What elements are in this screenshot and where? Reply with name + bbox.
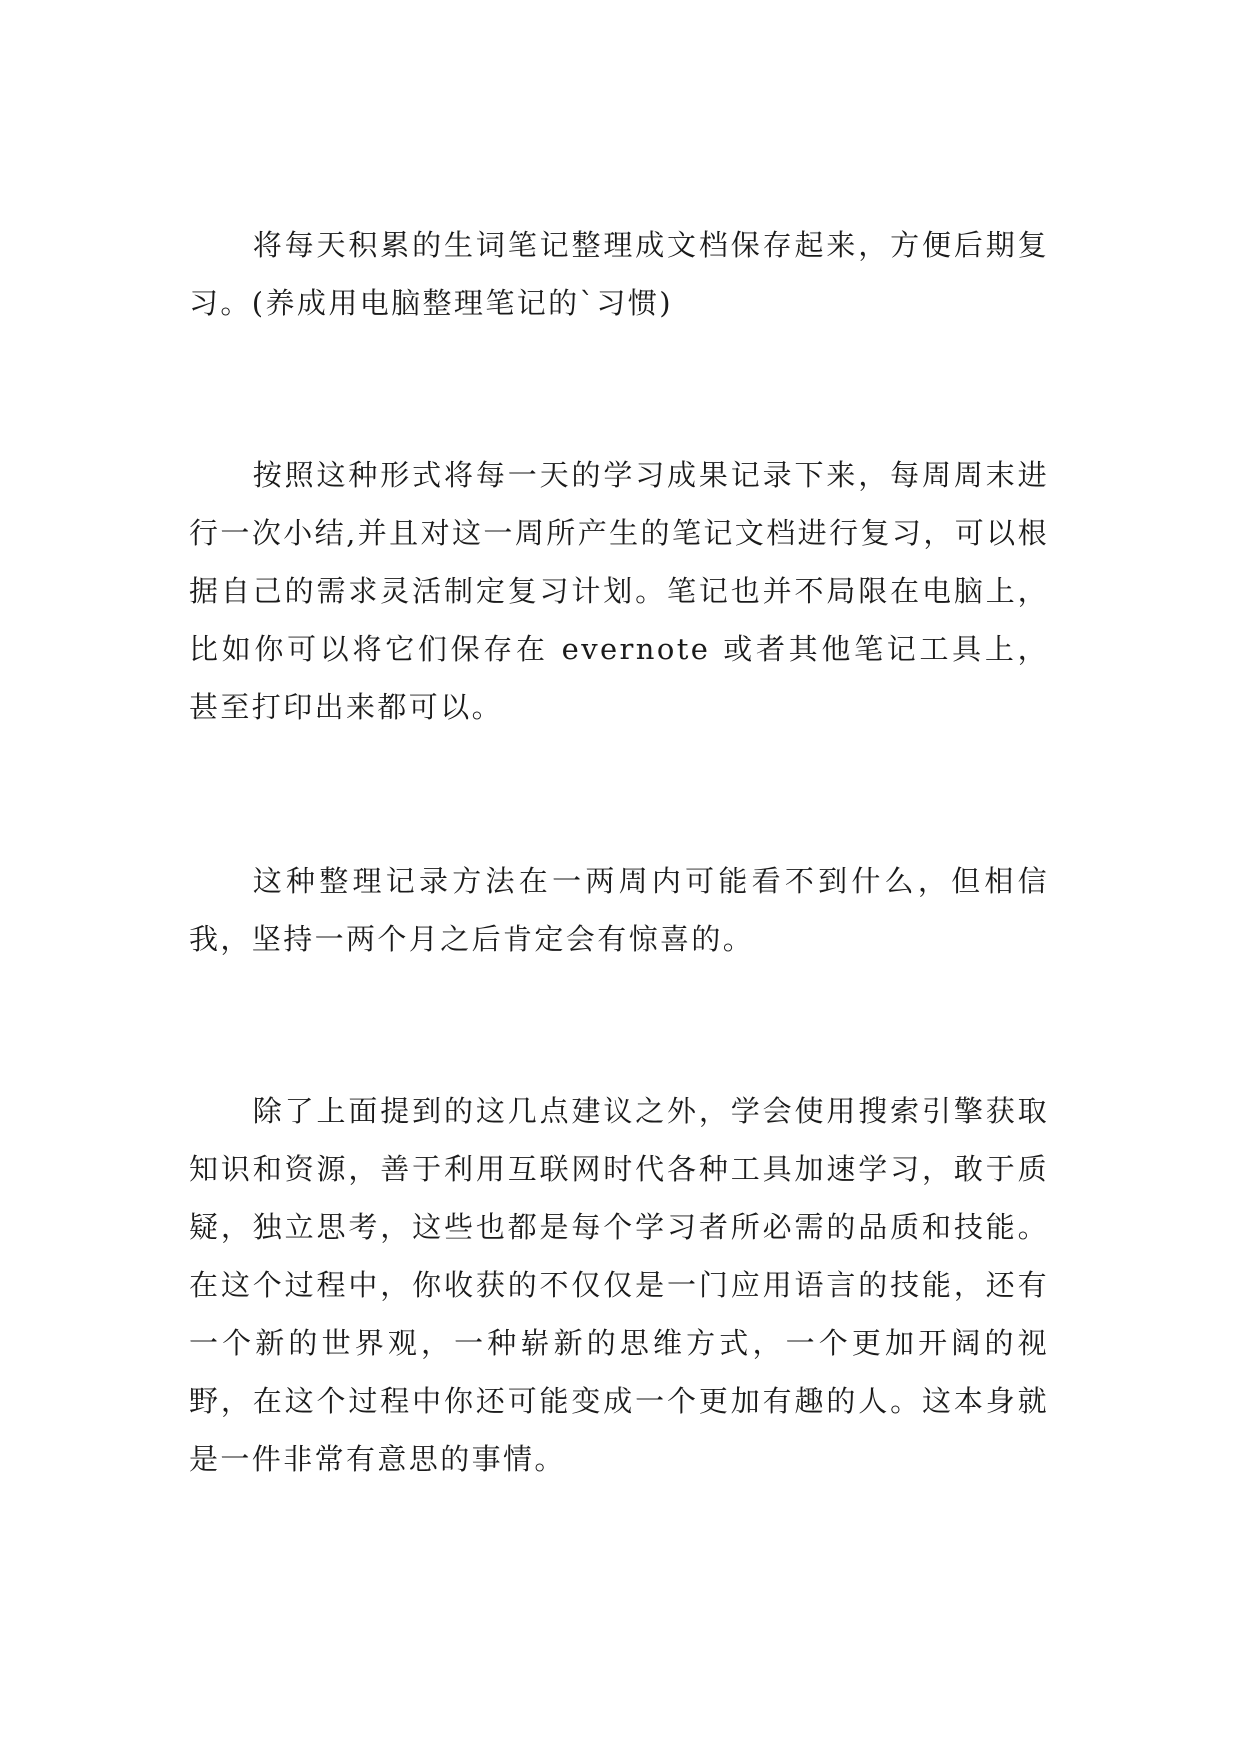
paragraph-3: 这种整理记录方法在一两周内可能看不到什么，但相信我，坚持一两个月之后肯定会有惊喜的。 [189, 864, 1049, 956]
paragraph-2: 按照这种形式将每一天的学习成果记录下来，每周周末进行一次小结,并且对这一周所产生的笔记文档进行复习，可以根据自己的需求灵活制定复习计划。笔记也并不局限在电脑上，比如你可以将它们保存在 evernote 或者其他笔记工具上，甚至打印出来都可以。 [189, 458, 1049, 724]
paragraph-1: 将每天积累的生词笔记整理成文档保存起来，方便后期复习。(养成用电脑整理笔记的`习惯) [189, 228, 1049, 320]
paragraph-4: 除了上面提到的这几点建议之外，学会使用搜索引擎获取知识和资源，善于利用互联网时代各种工具加速学习，敢于质疑，独立思考，这些也都是每个学习者所必需的品质和技能。在这个过程中，你收获的不仅仅是一门应用语言的技能，还有一个新的世界观，一种崭新的思维方式，一个更加开阔的视野，在这个过程中你还可能变成一个更加有趣的人。这本身就是一件非常有意思的事情。 [189, 1094, 1049, 1476]
